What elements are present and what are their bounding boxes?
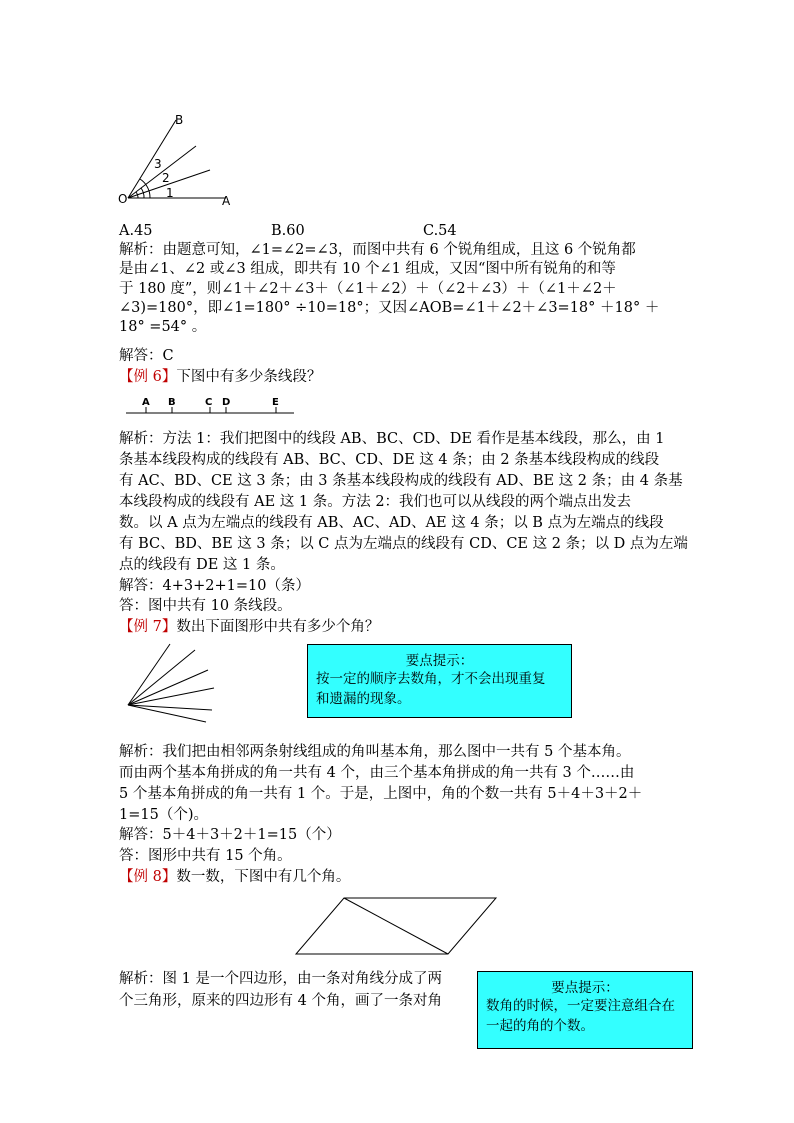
ex6-heading (119, 368, 321, 386)
q5-line-3: 于 180 度”，则∠1＋∠2＋∠3＋（∠1＋∠2）＋（∠2＋∠3）＋（∠1＋∠2＋ (119, 281, 617, 297)
ex6-line-4: 本线段构成的线段有 AE 这 1 条。方法 2：我们也可以从线段的两个端点出发去 (119, 494, 632, 510)
ex7-tag: 【例 7】 (119, 619, 177, 635)
q5-line-5: 18° =54° 。 (119, 319, 207, 335)
label-3: 3 (154, 157, 162, 171)
q5-line-1: 解析：由题意可知，∠1=∠2=∠3，而图中共有 6 个锐角组成，且这 6 个锐角都 (119, 242, 636, 258)
q5-line-2: 是由∠1、∠2 或∠3 组成，即共有 10 个∠1 组成，又因“图中所有锐角的和等 (119, 261, 616, 277)
option-b: B.60 (271, 223, 305, 239)
seg-label-a: A (142, 397, 150, 408)
ex6-solution: 解答：4+3+2+1=10（条） (119, 578, 310, 594)
rays-figure (120, 640, 220, 725)
option-a: A.45 (119, 223, 153, 239)
tip-line-1: 按一定的顺序去数角，才不会出现重复 (316, 671, 546, 687)
ex8-tag: 【例 8】 (119, 869, 177, 885)
ex6-question: 下图中有多少条线段？ (176, 369, 322, 385)
ex8-question: 数一数，下图中有几个角。 (176, 869, 351, 885)
angle-figure (116, 110, 246, 210)
ex7-reply: 答：图形中共有 15 个角。 (119, 848, 292, 864)
tip-box-ex8 (477, 971, 693, 1049)
q5-answer: 解答：C (119, 348, 174, 364)
ex7-line-3: 5 个基本角拼成的角一共有 1 个。于是，上图中，角的个数一共有 5＋4＋3＋2＋ (119, 786, 643, 802)
ex7-line-1: 解析：我们把由相邻两条射线组成的角叫基本角，那么图中一共有 5 个基本角。 (119, 744, 631, 760)
tip-line-2: 和遗漏的现象。 (316, 691, 411, 707)
ex6-tag: 【例 6】 (119, 369, 177, 385)
label-a: A (222, 194, 231, 208)
ex6-reply: 答：图中共有 10 条线段。 (119, 598, 292, 614)
label-2: 2 (162, 171, 170, 185)
ex8-line-1: 解析：图 1 是一个四边形，由一条对角线分成了两 (119, 971, 442, 987)
label-o: O (118, 192, 128, 206)
segment-figure (124, 393, 299, 417)
seg-label-c: C (205, 397, 213, 408)
ex6-line-6: 有 BC、BD、BE 这 3 条；以 C 点为左端点的线段有 CD、CE 这 2 条；以 D 点为左端 (119, 536, 688, 552)
q5-line-4: ∠3)=180°，即∠1=180° ÷10=18°；又因∠AOB=∠1＋∠2＋∠3=18° ＋18° ＋ (119, 300, 660, 316)
ex6-line-3: 有 AC、BD、CE 这 3 条；由 3 条基本线段构成的线段有 AD、BE 这 2 条；由 4 条基 (119, 473, 683, 489)
seg-label-d: D (222, 397, 231, 408)
seg-label-b: B (168, 397, 176, 408)
tip-line-1: 数角的时候，一定要注意组合在 (486, 998, 675, 1014)
parallelogram-figure (292, 894, 502, 956)
label-1: 1 (166, 186, 174, 200)
tip-line-2: 一起的角的个数。 (486, 1018, 594, 1034)
ex6-line-1: 解析：方法 1：我们把图中的线段 AB、BC、CD、DE 看作是基本线段，那么，由 1 (119, 431, 665, 447)
label-b: B (175, 113, 184, 127)
tip-title: 要点提示： (551, 980, 619, 996)
ex8-line-2: 个三角形，原来的四边形有 4 个角，画了一条对角 (119, 993, 442, 1009)
ex7-question: 数出下面图形中共有多少个角？ (176, 619, 380, 635)
ex7-solution: 解答：5＋4＋3＋2＋1=15（个） (119, 827, 341, 843)
seg-label-e: E (272, 397, 279, 408)
ex7-heading (119, 618, 379, 636)
ex6-line-7: 点的线段有 DE 这 1 条。 (119, 557, 285, 573)
ex7-line-4: 1=15（个)。 (119, 807, 208, 823)
option-c: C.54 (423, 223, 457, 239)
ex7-line-2: 而由两个基本角拼成的角一共有 4 个，由三个基本角拼成的角一共有 3 个……由 (119, 765, 635, 781)
ex8-heading (119, 868, 350, 886)
ex6-line-5: 数。以 A 点为左端点的线段有 AB、AC、AD、AE 这 4 条；以 B 点为左端点的线段 (119, 515, 664, 531)
tip-title: 要点提示： (405, 653, 474, 669)
ex6-line-2: 条基本线段构成的线段有 AB、BC、CD、DE 这 4 条；由 2 条基本线段构成的线段 (119, 452, 660, 468)
tip-box-ex7 (307, 644, 572, 718)
